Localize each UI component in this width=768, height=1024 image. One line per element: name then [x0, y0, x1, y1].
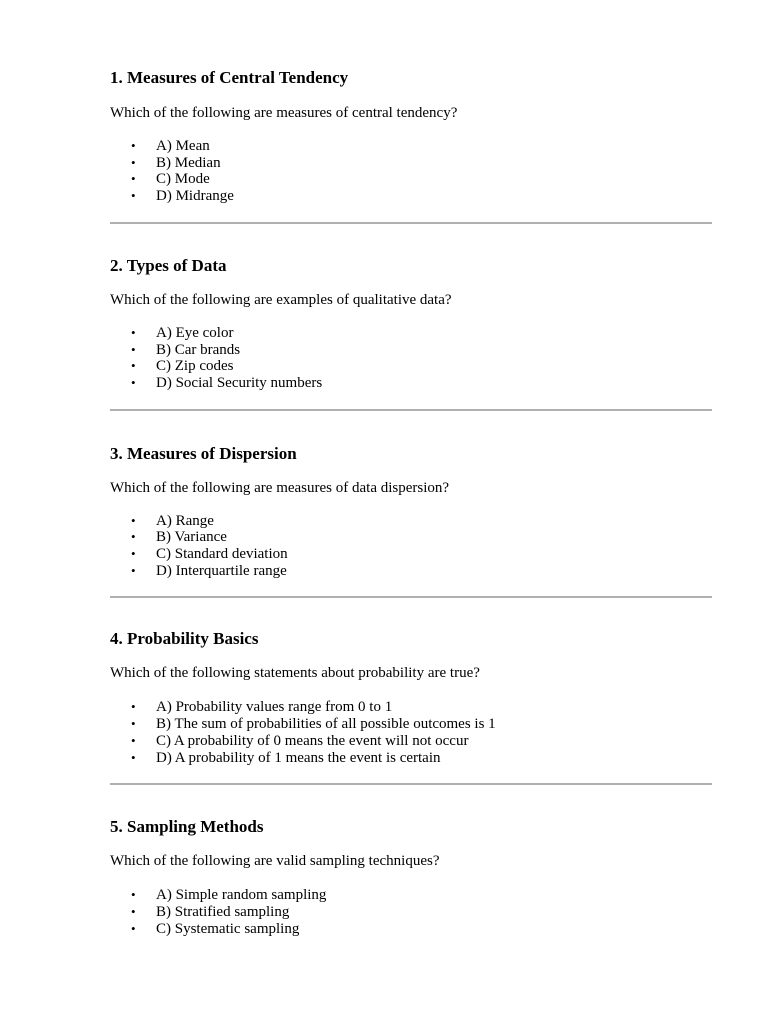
option-label: D) A probability of 1 means the event is certain — [156, 749, 441, 766]
option-item — [110, 563, 712, 580]
option-label: C) Systematic sampling — [156, 920, 300, 937]
question-5 — [110, 785, 712, 937]
question-1-title: 1. Measures of Central Tendency — [110, 68, 349, 87]
option-label: B) Median — [156, 154, 221, 171]
option-item — [110, 325, 712, 342]
bullet-icon: • — [131, 562, 136, 578]
bullet-icon: • — [131, 699, 136, 715]
bullet-icon: • — [131, 341, 136, 357]
question-1-text: Which of the following are measures of central tendency? — [110, 105, 458, 121]
question-5-options — [110, 887, 712, 937]
option-item — [110, 921, 712, 938]
bullet-icon: • — [131, 171, 136, 187]
question-4-options — [110, 699, 712, 766]
option-item — [110, 155, 712, 172]
option-item — [110, 904, 712, 921]
bullet-icon: • — [131, 920, 136, 936]
bullet-icon: • — [131, 358, 136, 374]
bullet-icon: • — [131, 529, 136, 545]
option-item — [110, 138, 712, 155]
option-label: A) Simple random sampling — [156, 887, 327, 904]
option-label: D) Social Security numbers — [156, 374, 323, 391]
question-4 — [110, 598, 712, 766]
option-label: C) Standard deviation — [156, 546, 288, 563]
bullet-icon: • — [131, 512, 136, 528]
option-label: A) Range — [156, 512, 214, 529]
question-1-options — [110, 138, 712, 205]
option-item — [110, 887, 712, 904]
option-item — [110, 546, 712, 563]
option-label: D) Midrange — [156, 188, 234, 205]
option-label: C) A probability of 0 means the event will not occur — [156, 732, 469, 749]
option-label: B) Car brands — [156, 341, 241, 358]
option-item — [110, 375, 712, 392]
bullet-icon: • — [131, 154, 136, 170]
option-item — [110, 188, 712, 205]
option-item — [110, 699, 712, 716]
option-item — [110, 342, 712, 359]
option-label: A) Probability values range from 0 to 1 — [156, 699, 393, 716]
bullet-icon: • — [131, 138, 136, 153]
question-3-options — [110, 513, 712, 580]
bullet-icon: • — [131, 749, 136, 765]
bullet-icon: • — [131, 188, 136, 204]
option-item — [110, 529, 712, 546]
question-3 — [110, 411, 712, 580]
option-label: A) Mean — [156, 138, 210, 154]
bullet-icon: • — [131, 324, 136, 340]
bullet-icon: • — [131, 887, 136, 903]
question-1 — [110, 0, 712, 205]
question-2-title: 2. Types of Data — [110, 255, 227, 275]
option-label: A) Eye color — [156, 324, 234, 341]
option-label: B) Stratified sampling — [156, 903, 290, 920]
question-3-title: 3. Measures of Dispersion — [110, 443, 297, 463]
option-item — [110, 716, 712, 733]
option-item — [110, 750, 712, 767]
option-item — [110, 358, 712, 375]
option-label: C) Zip codes — [156, 358, 234, 375]
option-label: B) The sum of probabilities of all possible outcomes is 1 — [156, 716, 496, 733]
question-4-text: Which of the following statements about probability are true? — [110, 665, 480, 682]
question-2-text: Which of the following are examples of qualitative data? — [110, 291, 452, 308]
bullet-icon: • — [131, 732, 136, 748]
option-label: C) Mode — [156, 171, 210, 188]
question-2-options — [110, 325, 712, 392]
option-label: D) Interquartile range — [156, 562, 287, 579]
question-5-text: Which of the following are valid sampling techniques? — [110, 853, 440, 870]
option-item — [110, 171, 712, 188]
bullet-icon: • — [131, 546, 136, 562]
bullet-icon: • — [131, 374, 136, 390]
option-item — [110, 733, 712, 750]
bullet-icon: • — [131, 903, 136, 919]
question-3-text: Which of the following are measures of data dispersion? — [110, 479, 450, 496]
question-5-title: 5. Sampling Methods — [110, 817, 264, 837]
question-2 — [110, 224, 712, 392]
option-label: B) Variance — [156, 529, 227, 546]
question-4-title: 4. Probability Basics — [110, 629, 259, 649]
bullet-icon: • — [131, 716, 136, 732]
option-item — [110, 513, 712, 530]
